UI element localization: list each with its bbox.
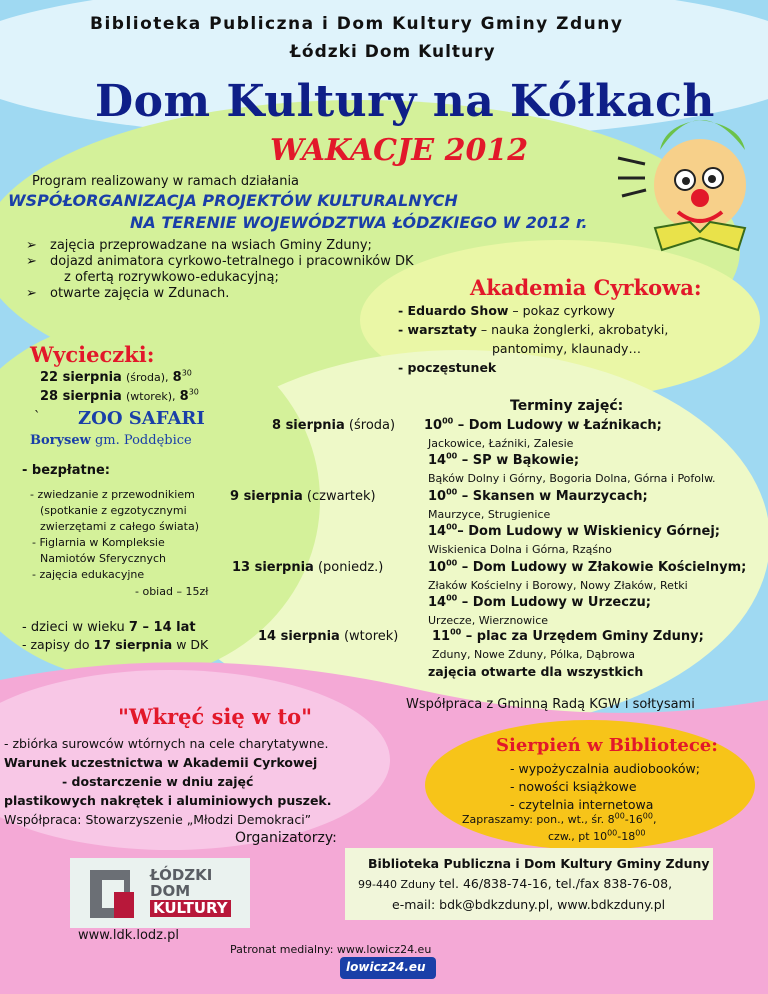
hours2-a1: 00 [607,828,618,838]
row3-day: (poniedz.) [313,560,384,575]
wycieczki-detail-2: (spotkanie z egzotycznymi [40,504,187,517]
row3-h: 10 [428,560,447,575]
library-email[interactable]: e-mail: bdk@bdkzduny.pl, www.bdkzduny.pl [392,897,666,912]
hours2-a2: 00 [635,828,646,838]
akademia-item2-rest: – nauka żonglerki, akrobatyki, [476,322,669,337]
patronat: Patronat medialny: www.lowicz24.eu [230,943,432,956]
row4-day: (wtorek) [339,629,399,644]
time2-m: 30 [188,387,199,397]
row2-date [230,489,376,504]
hours2-pre: czw., pt 10 [548,830,608,843]
row1-m2: 00 [446,451,458,461]
free-label: - bezpłatne: [22,463,110,478]
hours2-mid: -18 [617,830,636,843]
ldk-logo-line3: KULTURY [150,900,231,917]
sierpien-item3: - czytelnia internetowa [510,797,654,812]
row2-place2: – Dom Ludowy w Wiskienicy Górnej; [457,524,720,539]
date1-bold: 22 sierpnia [40,370,122,385]
row1-date [272,418,395,433]
row4-h: 11 [432,629,451,644]
page-title: Dom Kultury na Kółkach [95,76,715,127]
row3-date-bold: 13 sierpnia [232,560,314,575]
row2-time2 [428,524,720,539]
akademia-item3: - poczęstunek [398,360,497,375]
program-bullets [22,238,414,302]
row1-h2: 14 [428,453,447,468]
program-name-line1: WSPÓŁORGANIZACJA PROJEKTÓW KULTURALNYCH [8,191,458,210]
age-bold: 7 – 14 lat [128,620,196,635]
library-address [358,876,672,891]
akademia-item1 [398,303,615,318]
sierpien-heading: Sierpień w Bibliotece: [496,735,718,756]
row2-date-bold: 9 sierpnia [230,489,303,504]
row1-time [424,418,662,433]
row2-villages: Maurzyce, Strugienice [428,508,551,521]
sierpien-hours1 [462,813,656,826]
hours-mid: -16 [624,813,643,826]
wycieczki-lunch: - obiad – 15zł [135,585,209,598]
ldk-logo-line2: DOM [150,882,191,900]
row3-time2 [428,595,651,610]
hours-end: , [652,813,657,826]
row2-m: 00 [446,487,458,497]
row1-h: 10 [424,418,443,433]
zoo-location [30,433,192,448]
row2-villages2: Wiskienica Dolna i Górna, Rząśno [428,543,612,556]
loc-rest: gm. Poddębice [90,433,192,448]
row3-date [232,560,383,575]
row2-time [428,489,648,504]
row2-m2: 00 [446,522,458,532]
wycieczki-detail-4: - Figlarnia w Kompleksie [32,536,165,549]
lib-addr-rest: tel. 46/838-74-16, tel./fax 838-76-08, [438,876,673,891]
row3-place2: – Dom Ludowy w Urzeczu; [457,595,651,610]
header-line2: Łódzki Dom Kultury [290,42,496,62]
wycieczki-detail-5: Namiotów Sferycznych [40,552,166,565]
row4-place: – plac za Urzędem Gminy Zduny; [461,629,704,644]
wycieczki-signup [22,637,208,652]
hours-a1: 00 [614,811,625,821]
age-pre: - dzieci w wieku [22,620,129,635]
wkrec-heading: "Wkręć się w to" [118,704,313,729]
wkrec-line1: - zbiórka surowców wtórnych na cele charytatywne. [4,736,329,751]
date2-bold: 28 sierpnia [40,389,122,404]
library-name: Biblioteka Publiczna i Dom Kultury Gminy Zduny [368,856,710,871]
ldk-url[interactable]: www.ldk.lodz.pl [78,928,179,943]
wycieczki-age [22,620,196,635]
wkrec-line4: plastikowych nakrętek i aluminiowych puszek. [4,793,332,808]
bullet-item-continuation [22,270,414,286]
terminy-heading: Terminy zajęć: [510,398,624,414]
row4-date [258,629,398,644]
ldk-logo-icon [90,870,134,918]
cooperation: Współpraca z Gminną Radą KGW i sołtysami [406,697,695,712]
tick-mark: ` [34,410,41,425]
signup-pre: - zapisy do [22,637,94,652]
row3-villages: Złaków Kościelny i Borowy, Nowy Złaków, Retki [428,579,688,592]
wkrec-line5: Współpraca: Stowarzyszenie „Młodzi Demokraci” [4,812,312,827]
loc-bold: Borysew [30,433,91,448]
time2-h: 8 [179,389,189,404]
signup-rest: w DK [172,637,209,652]
lib-addr-pre: 99-440 Zduny [358,878,439,891]
lowicz24-logo[interactable]: lowicz24.eu [346,960,426,974]
wycieczki-date1 [40,370,192,385]
day1: (środa), [125,371,169,384]
program-name-line2: NA TERENIE WOJEWÓDZTWA ŁÓDZKIEGO W 2012 r. [130,213,588,232]
row4-villages: Zduny, Nowe Zduny, Pólka, Dąbrowa [432,648,636,661]
hours-pre: Zapraszamy: pon., wt., śr. 8 [462,813,615,826]
row4-footer: zajęcia otwarte dla wszystkich [428,664,644,679]
akademia-item1-rest: – pokaz cyrkowy [508,303,615,318]
time1-h: 8 [172,370,182,385]
subtitle: WAKACJE 2012 [270,133,529,168]
wycieczki-date2 [40,389,199,404]
row2-h2: 14 [428,524,447,539]
wkrec-line2: Warunek uczestnictwa w Akademii Cyrkowej [4,755,318,770]
row3-time [428,560,746,575]
bullet-item: ➢ otwarte zajęcia w Zdunach. [22,286,414,302]
row2-h: 10 [428,489,447,504]
program-intro: Program realizowany w ramach działania [32,174,300,189]
akademia-item2-bold: - warsztaty [398,322,477,337]
sierpien-item1: - wypożyczalnia audiobooków; [510,761,700,776]
row4-time [432,629,704,644]
bullet-item: ➢ zajęcia przeprowadzane na wsiach Gminy Zduny; [22,238,414,254]
wycieczki-detail-3: zwierzętami z całego świata) [40,520,200,533]
bullet-item: ➢ dojazd animatora cyrkowo-tetralnego i pracowników DK [22,254,414,270]
day2: (wtorek), [125,390,176,403]
row2-day: (czwartek) [302,489,376,504]
row3-m2: 00 [446,593,458,603]
row3-m: 00 [446,558,458,568]
row1-place2: – SP w Bąkowie; [457,453,580,468]
row1-place: – Dom Ludowy w Łaźnikach; [453,418,662,433]
row1-time2 [428,453,579,468]
row4-date-bold: 14 sierpnia [258,629,340,644]
row1-villages: Jackowice, Łaźniki, Zalesie [428,437,574,450]
row1-day: (środa) [344,418,396,433]
row3-place: – Dom Ludowy w Złakowie Kościelnym; [457,560,747,575]
sierpien-hours2 [548,830,645,843]
row3-h2: 14 [428,595,447,610]
akademia-heading: Akademia Cyrkowa: [470,275,702,300]
time1-m: 30 [181,368,192,378]
row1-date-bold: 8 sierpnia [272,418,345,433]
akademia-item2 [398,322,668,337]
ldk-logo-line1: ŁÓDZKI [150,866,213,884]
header-line1: Biblioteka Publiczna i Dom Kultury Gminy Zduny [90,14,624,34]
zoo-name: ZOO SAFARI [78,408,205,429]
row2-place: – Skansen w Maurzycach; [457,489,648,504]
row1-m: 00 [442,416,454,426]
organizers-label: Organizatorzy: [235,830,337,846]
wycieczki-heading: Wycieczki: [30,342,155,367]
akademia-item1-bold: - Eduardo Show [398,303,509,318]
wycieczki-detail-1: - zwiedzanie z przewodnikiem [30,488,195,501]
bullet-cont-text: z ofertą rozrywkowo-edukacyjną; [64,270,279,285]
hours-a2: 00 [642,811,653,821]
wkrec-line3: - dostarczenie w dniu zajęć [62,774,254,789]
wycieczki-detail-6: - zajęcia edukacyjne [32,568,145,581]
akademia-item2-cont: pantomimy, klaunady… [492,341,641,356]
row3-villages2: Urzecze, Wierznowice [428,614,549,627]
row4-m: 00 [450,627,462,637]
signup-bold: 17 sierpnia [93,637,173,652]
row1-villages2: Bąków Dolny i Górny, Bogoria Dolna, Górna i Pofolw. [428,472,716,485]
sierpien-item2: - nowości książkowe [510,779,637,794]
